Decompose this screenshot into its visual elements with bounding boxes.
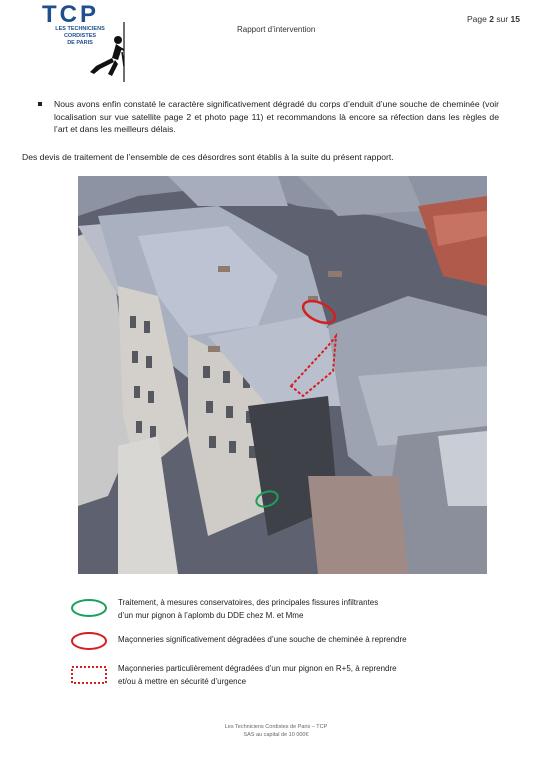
page-current: 2: [489, 14, 494, 24]
document-title: Rapport d’intervention: [237, 25, 316, 34]
green-ellipse-icon: [70, 598, 108, 618]
bullet-item: [54, 98, 499, 136]
page-prefix: Page: [467, 14, 487, 24]
bullet-icon: [38, 102, 42, 106]
legend-red-line-1: Maçonneries significativement dégradées d’une souche de cheminée à reprendre: [118, 635, 407, 644]
legend-item-green: [70, 596, 540, 624]
page-separator: sur: [496, 14, 509, 24]
legend-item-red-dotted: [70, 662, 540, 690]
logo-line-3: DE PARIS: [67, 40, 93, 46]
legend-green-line-1: Traitement, à mesures conservatoires, des principales fissures infiltrantes: [118, 598, 379, 607]
legend-dotted-line-2: et/ou à mettre en sécurité d’urgence: [118, 677, 247, 686]
climber-icon: [82, 22, 138, 82]
logo-line-2: CORDISTES: [63, 33, 97, 39]
footer-line-2: SAS au capital de 10 000€: [243, 732, 309, 738]
legend-item-red: [70, 633, 540, 651]
footer-line-1: Les Techniciens Cordistes de Paris – TCP: [224, 724, 328, 730]
page-number: [467, 14, 520, 24]
company-logo: [42, 1, 138, 82]
bullet-text: Nous avons enfin constaté le caractère significativement dégradé du corps d’enduit d’une souche de cheminée (voir localisation sur vue satellite page 2 et photo page 11) et recommandons là encore sa réfection dans les règles de l’art et dans les meilleurs délais.: [54, 99, 499, 134]
logo-line-1: LES TECHNICIENS: [55, 26, 105, 32]
page-total: 15: [510, 14, 520, 24]
legend-dotted-line-1: Maçonneries particulièrement dégradées d’un mur pignon en R+5, à reprendre: [118, 664, 397, 673]
logo-title: TCP: [42, 1, 99, 28]
body-paragraph: Des devis de traitement de l’ensemble de ces désordres sont établis à la suite du présent rapport.: [22, 152, 394, 162]
legend-green-line-2: d’un mur pignon à l’aplomb du DDE chez M. et Mme: [118, 611, 304, 620]
red-ellipse-icon: [70, 631, 108, 651]
red-dotted-rect-icon: [70, 664, 108, 686]
aerial-photo: [78, 176, 487, 574]
